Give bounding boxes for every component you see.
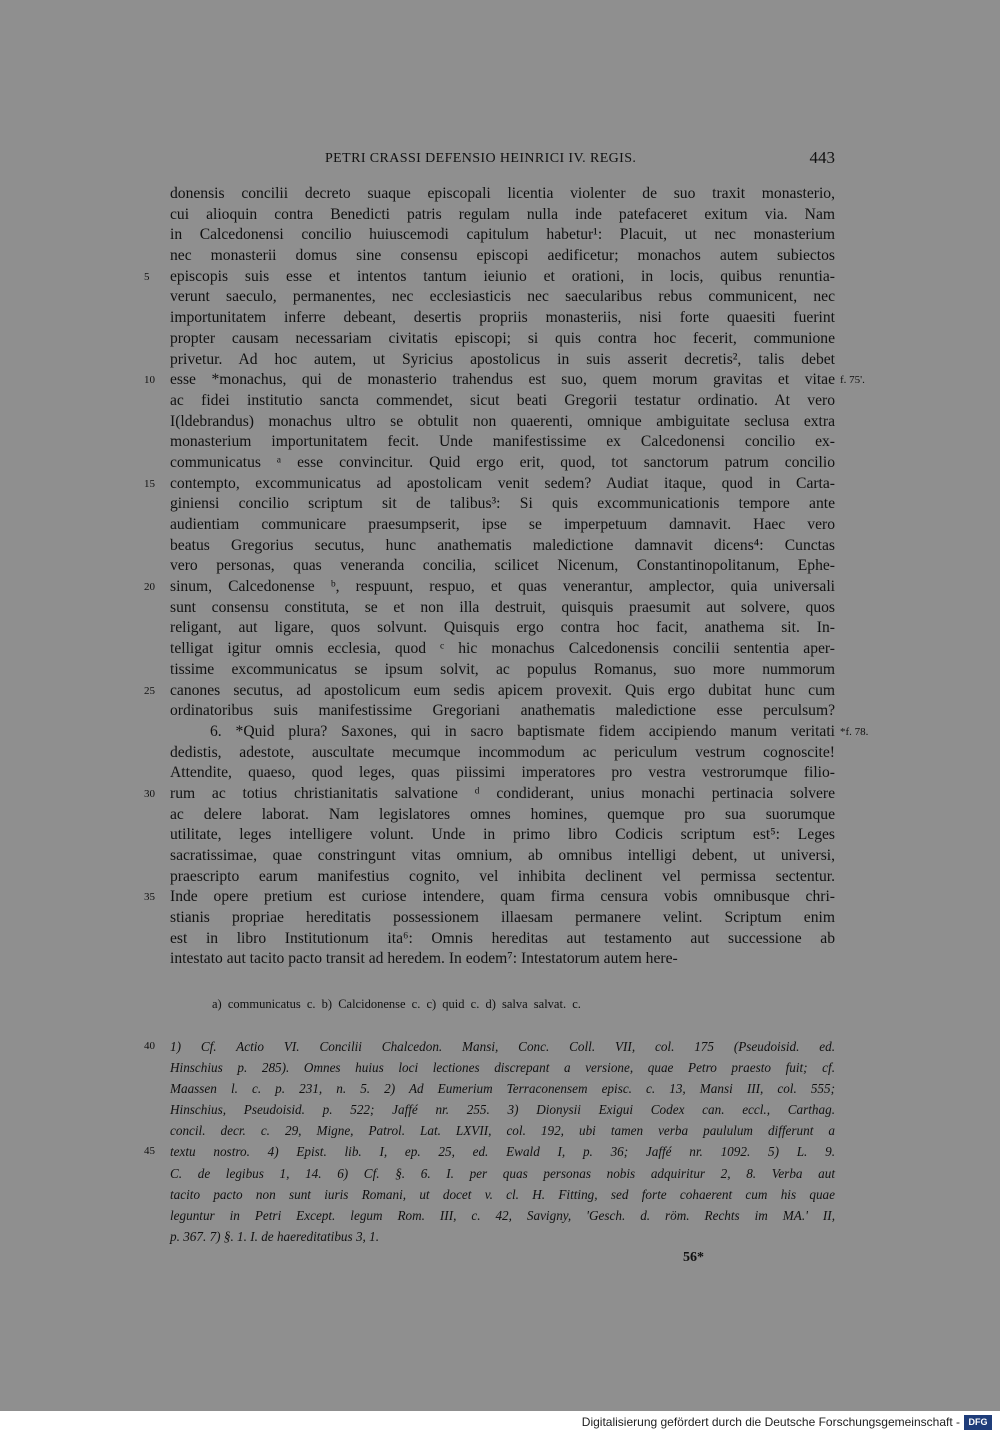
text-line	[170, 805, 835, 826]
line-text: giniensi concilio scriptum sit de talibus³: Si quis excommunicationis tempore ante	[170, 495, 835, 513]
text-line	[144, 887, 835, 908]
line-number: 45	[144, 1145, 155, 1158]
footnote-line	[170, 1057, 835, 1078]
line-text: esse *monachus, qui de monasterio trahendus est suo, quem morum gravitas et vitae	[170, 371, 835, 389]
text-line	[170, 515, 835, 536]
running-header	[170, 148, 835, 172]
line-text: praescripto earum manifestius cognito, vel inhibita declinent vel permissa sectentur.	[170, 867, 835, 885]
line-text: tissime excommunicatus se ipsum solvit, ac populus Romanus, suo more nummorum	[170, 660, 835, 678]
footnote-text: textu nostro. 4) Epist. lib. I, ep. 25, ed. Ewald I, p. 36; Jaffé nr. 1092. 5) L. 9.	[170, 1144, 835, 1160]
line-text: telligat igitur omnis ecclesia, quod ᶜ hic monachus Calcedonensis concilii sententia aper-	[170, 640, 835, 658]
line-text: ac fidei institutio sancta commendet, sicut beati Gregorii testatur ordinatio. At vero	[170, 391, 835, 409]
line-text: religant, aut ligare, quos solvunt. Quisquis ergo contra hoc facit, anathema sit. In-	[170, 619, 835, 637]
text-line	[170, 908, 835, 929]
line-text: 6. *Quid plura? Saxones, qui in sacro baptismate fidem accipiendo manum veritati	[210, 722, 835, 740]
text-line	[144, 784, 835, 805]
footnote-line	[170, 1205, 835, 1226]
footer-text: Digitalisierung gefördert durch die Deutsche Forschungsgemeinschaft -	[581, 1415, 960, 1429]
line-number: 40	[144, 1040, 155, 1052]
footnote-text: Hinschius p. 285). Omnes huius loci lectiones discrepant a versione, quae Petro praesto fuit; cf.	[170, 1060, 835, 1076]
text-line	[170, 287, 835, 308]
text-line	[170, 598, 835, 619]
text-line	[144, 681, 835, 702]
line-number: 5	[144, 270, 150, 283]
footnote-text: leguntur in Petri Except. legum Rom. III, c. 42, Savigny, 'Gesch. d. röm. Rechts im MA.' II,	[170, 1207, 835, 1223]
text-line	[144, 267, 835, 288]
text-line	[170, 453, 835, 474]
line-number: 15	[144, 477, 155, 490]
footnote-line	[170, 1226, 835, 1247]
main-text	[144, 184, 869, 970]
text-line	[170, 763, 835, 784]
text-line	[170, 225, 835, 246]
text-line	[170, 743, 835, 764]
text-line	[170, 329, 835, 350]
signature-mark: 56*	[683, 1250, 704, 1265]
text-line	[170, 412, 835, 433]
footnote-line	[144, 1141, 835, 1162]
text-line	[170, 184, 835, 205]
line-text: sunt consensu constituta, se et non illa destruit, quisquis praesumit aut solvere, quos	[170, 598, 835, 616]
footnote-text: C. de legibus 1, 14. 6) Cf. §. 6. I. per quas personas nobis adquiritur 2, 8. Verba aut	[170, 1165, 835, 1181]
footnote-text: concil. decr. c. 29, Migne, Patrol. Lat. LXVII, col. 192, ubi tamen verba paululum differunt a	[170, 1123, 835, 1139]
text-line	[170, 205, 835, 226]
line-text: privetur. Ad hoc autem, ut Syricius apostolicus in suis asserit decretis², talis debet	[170, 350, 835, 368]
footnote-line	[170, 1099, 835, 1120]
footer-bar	[0, 1411, 1000, 1434]
line-number: 20	[144, 581, 155, 594]
line-number: 25	[144, 684, 155, 697]
line-text: sinum, Calcedonense ᵇ, respuunt, respuo, et quas venerantur, amplector, quia universali	[170, 578, 835, 596]
dfg-logo: DFG	[964, 1415, 992, 1430]
text-line	[170, 846, 835, 867]
line-text: donensis concilii decreto suaque episcopali licentia violenter de suo traxit monasterio,	[170, 185, 835, 202]
line-text: audientiam communicare praesumpserit, ipse se imperpetuum damnavit. Haec vero	[170, 516, 835, 533]
text-line	[170, 391, 835, 412]
text-line	[170, 536, 835, 557]
text-line	[144, 577, 835, 598]
footnote-line	[170, 1120, 835, 1141]
line-text: est in libro Institutionum ita⁶: Omnis hereditas aut testamento aut successione ab	[170, 929, 835, 947]
text-line	[170, 722, 869, 743]
text-line	[144, 474, 835, 495]
line-text: dedistis, adestote, auscultate mecumque incommodum ac periculum vestrum cognoscite!	[170, 743, 835, 761]
footnote-text: 1) Cf. Actio VI. Concilii Chalcedon. Mansi, Conc. Coll. VII, col. 175 (Pseudoisid. ed.	[170, 1039, 835, 1054]
text-line	[170, 825, 835, 846]
text-line	[170, 308, 835, 329]
line-text: ordinatoribus suis manifestissime Gregoriani anathematis maledictione esse perculsum?	[170, 702, 835, 720]
folio-marginal-note: *f. 78.	[840, 725, 869, 738]
footnote-line	[170, 1184, 835, 1205]
line-text: nec monasterii domus sine consensu episcopi aedificetur; monachos autem subiectos	[170, 247, 835, 265]
text-line	[170, 246, 835, 267]
folio-marginal-note: f. 75'.	[840, 374, 865, 387]
text-line	[170, 432, 835, 453]
line-text: episcopis suis esse et intentos tantum ieiunio et orationi, in locis, quibus renuntia-	[170, 267, 835, 285]
footnote-line	[144, 1036, 835, 1057]
line-number: 30	[144, 787, 155, 800]
line-number: 35	[144, 891, 155, 904]
text-line	[170, 556, 835, 577]
text-line	[170, 618, 835, 639]
line-text: communicatus ᵃ esse convincitur. Quid ergo erit, quod, tot sanctorum patrum concilio	[170, 453, 835, 471]
text-line	[170, 494, 835, 515]
footnote-text: Maassen l. c. p. 231, n. 5. 2) Ad Eumerium Terraconensem episc. c. 13, Mansi III, col. 555;	[170, 1081, 835, 1097]
line-text: beatus Gregorius secutus, hunc anathematis maledictione damnavit dicens⁴: Cunctas	[170, 536, 835, 554]
line-text: intestato aut tacito pacto transit ad heredem. In eodem⁷: Intestatorum autem here-	[170, 950, 678, 968]
text-line	[170, 867, 835, 888]
variant-readings: a) communicatus c. b) Calcidonense c. c) quid c. d) salva salvat. c.	[212, 997, 581, 1011]
line-text: contempto, excommunicatus ad apostolicam venit sedem? Audiat itaque, quod in Carta-	[170, 474, 835, 492]
text-line	[170, 929, 835, 950]
line-text: vero personas, quas veneranda concilia, scilicet Nicenum, Constantinopolitanum, Ephe-	[170, 557, 835, 575]
line-text: monasterium importunitatem fecit. Unde manifestissime ex Calcedonensi concilio ex-	[170, 433, 835, 451]
line-text: rum ac totius christianitatis salvatione ᵈ condiderant, unius monachi pertinacia solvere	[170, 784, 835, 802]
text-line	[170, 701, 835, 722]
line-text: stianis propriae hereditatis possessionem illaesam permanere velint. Scriptum enim	[170, 909, 835, 927]
line-text: Inde opere pretium est curiose intendere, quam firma censura vobis omnibusque chri-	[170, 888, 835, 906]
line-text: sacratissimae, quae constringunt vitas omnium, ab omnibus intelligi debent, ut universi,	[170, 847, 835, 864]
footnote-text: p. 367. 7) §. 1. I. de haereditatibus 3, 1.	[170, 1228, 380, 1244]
text-line	[144, 370, 865, 391]
line-number: 10	[144, 374, 155, 387]
line-text: in Calcedonensi concilio huiuscemodi capitulum habetur¹: Placuit, ut nec monasterium	[170, 226, 835, 244]
text-line	[170, 350, 835, 371]
footnote-line	[170, 1078, 835, 1099]
line-text: canones secutus, ad apostolicum eum sedis apicem provexit. Quis ergo dubitat hunc cum	[170, 681, 835, 699]
footnote-text: tacito pacto non sunt iuris Romani, ut docet v. cl. H. Fitting, sed forte cohaerent cum his quae	[170, 1186, 835, 1202]
line-text: cui alioquin contra Benedicti patris regulam nulla inde patefaceret exitum via. Nam	[170, 205, 835, 223]
text-line	[170, 660, 835, 681]
text-line	[170, 639, 835, 660]
text-line	[170, 949, 835, 970]
footnotes	[144, 1036, 835, 1247]
footnote-line	[170, 1163, 835, 1184]
line-text: I(ldebrandus) monachus ultro se obtulit non quaerenti, omnique ambiguitate seclusa extra	[170, 412, 835, 430]
line-text: Attendite, quaeso, quod leges, quas piissimi imperatores pro vestra vestrorumque filio-	[170, 764, 835, 782]
line-text: utilitate, leges intelligere volunt. Unde in primo libro Codicis scriptum est⁵: Leges	[170, 826, 835, 844]
page-number: 443	[809, 148, 835, 167]
line-text: ac delere laborat. Nam legislatores omnes homines, quemque pro sua suorumque	[170, 805, 835, 823]
line-text: verunt saeculo, permanentes, nec ecclesiasticis nec saecularibus rebus communicent, nec	[170, 288, 835, 306]
line-text: propter causam necessariam civitatis episcopi; si quis contra hoc fecerit, communione	[170, 329, 835, 347]
line-text: importunitatem inferre debeant, desertis propriis monasteriis, nisi forte quaesiti fuerint	[170, 309, 835, 327]
footnote-text: Hinschius, Pseudoisid. p. 522; Jaffé nr. 255. 3) Dionysii Exigui Codex can. eccl., Carthag.	[170, 1102, 835, 1118]
running-title: PETRI CRASSI DEFENSIO HEINRICI IV. REGIS.	[325, 151, 637, 166]
